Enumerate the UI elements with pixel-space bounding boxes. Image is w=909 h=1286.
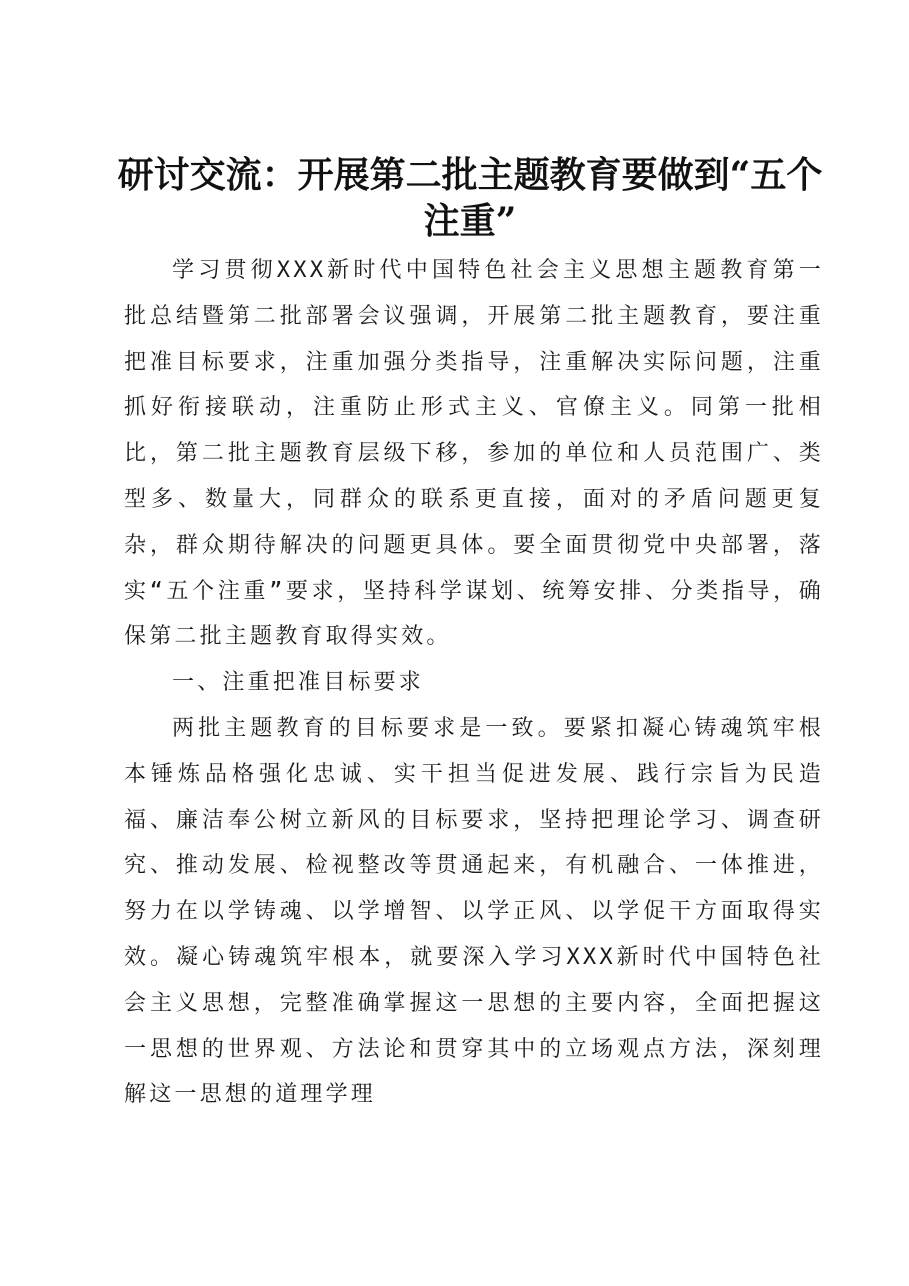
section-paragraph: 两批主题教育的目标要求是一致。要紧扣凝心铸魂筑牢根本锤炼品格强化忠诚、实干担当促进发展、践行宗旨为民造福、廉洁奉公树立新风的目标要求，坚持把理论学习、调查研究、推动发展、检视整改等贯通起来，有机融合、一体推进，努力在以学铸魂、以学增智、以学正风、以学促干方面取得实效。凝心铸魂筑牢根本，就要深入学习XXX新时代中国特色社会主义思想，完整准确掌握这一思想的主要内容，全面把握这一思想的世界观、方法论和贯穿其中的立场观点方法，深刻理解这一思想的道理学理 [124, 715, 824, 1108]
document-title: 研讨交流：开展第二批主题教育要做到“五个注重” [117, 154, 823, 242]
intro-paragraph: 学习贯彻XXX新时代中国特色社会主义思想主题教育第一批总结暨第二批部署会议强调，开展第二批主题教育，要注重把准目标要求，注重加强分类指导，注重解决实际问题，注重抓好衔接联动，注重防止形式主义、官僚主义。同第一批相比，第二批主题教育层级下移，参加的单位和人员范围广、类型多、数量大，同群众的联系更直接，面对的矛盾问题更复杂，群众期待解决的问题更具体。要全面贯彻党中央部署，落实“五个注重”要求，坚持科学谋划、统筹安排、分类指导，确保第二批主题教育取得实效。 [124, 258, 824, 650]
section-heading: 一、注重把准目标要求 [172, 670, 425, 696]
document-body [124, 248, 824, 1118]
